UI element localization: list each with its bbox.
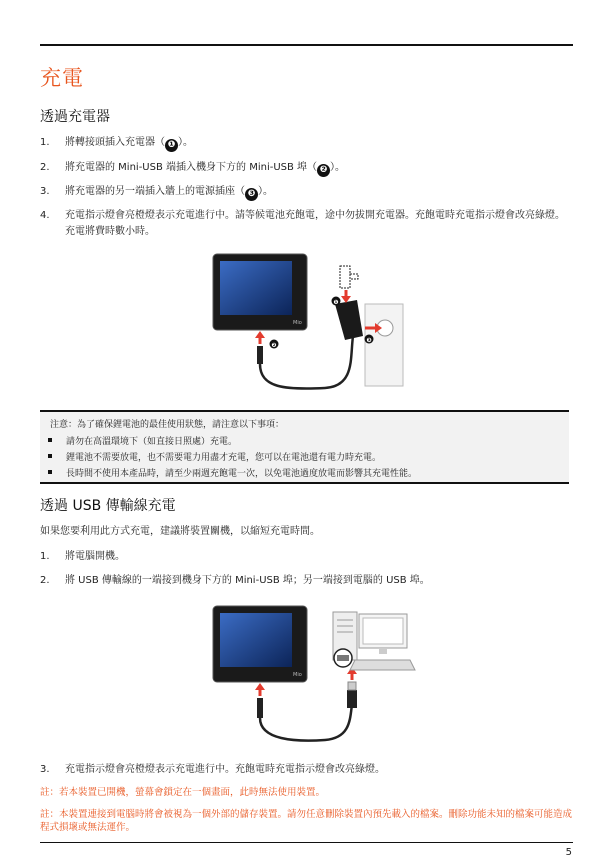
note-heading: 注意：為了確保鋰電池的最佳使用狀態，請注意以下事項：: [50, 420, 285, 430]
step-text: 將電腦開機。: [65, 551, 125, 562]
section-heading-usb: 透過 USB 傳輸線充電: [40, 498, 176, 514]
callout-badge-1: ❶: [165, 139, 178, 152]
step-text-end: ）。: [330, 162, 346, 173]
step-text: 充電指示燈會亮橙燈表示充電進行中。請等候電池充飽電，途中勿拔開充電器。充飽電時充電指示燈會改亮綠燈。充電將費時數小時。: [65, 210, 565, 237]
page-number: 5: [565, 847, 572, 858]
navigation-device: [213, 606, 307, 682]
arrow-up-icon: [255, 331, 265, 338]
svg-text:❸: ❸: [366, 337, 372, 344]
step-number: 3.: [40, 186, 50, 197]
note-box: 注意：為了確保鋰電池的最佳使用狀態，請注意以下事項： 請勿在高溫環境下（如直接日照處）充電。 鋰電池不需要放電，也不需要電力用盡才充電，您可以在電池還有電力時充電。 長時間不使用本產品時，請至少兩週充飽電一次，以免電池過度放電而影響其充電性能。: [40, 410, 569, 484]
step-number: 1.: [40, 137, 50, 148]
usb-illustration: [205, 600, 420, 750]
step-text: 充電指示燈會亮橙燈表示充電進行中。充飽電時充電指示燈會改亮綠燈。: [65, 764, 385, 775]
step-text: 將充電器的另一端插入牆上的電源插座（: [65, 186, 245, 197]
svg-text:Mio: Mio: [293, 320, 302, 326]
svg-text:Mio: Mio: [293, 672, 302, 678]
step-number: 1.: [40, 551, 50, 562]
page-title: 充電: [40, 66, 84, 90]
bottom-rule: [40, 842, 573, 843]
step-text: 將 USB 傳輸線的一端接到機身下方的 Mini-USB 埠；另一端接到電腦的 USB 埠。: [65, 575, 430, 586]
step-number: 4.: [40, 210, 50, 221]
svg-text:❷: ❷: [271, 342, 277, 349]
section-heading-charger: 透過充電器: [40, 109, 110, 125]
step-text: 將轉接頭插入充電器（: [65, 137, 165, 148]
step-number: 2.: [40, 162, 50, 173]
footnote-locked-screen: 註：若本裝置已開機，螢幕會鎖定在一個畫面，此時無法使用裝置。: [40, 787, 326, 798]
svg-text:❶: ❶: [333, 299, 339, 306]
callout-badge-3: ❸: [245, 188, 258, 201]
step-number: 2.: [40, 575, 50, 586]
footnote-storage: 註：本裝置連接到電腦時將會被視為一個外部的儲存裝置。請勿任意刪除裝置內預先載入的檔案。刪除功能未知的檔案可能造成程式損壞或無法運作。: [40, 809, 573, 833]
usb-intro: 如果您要利用此方式充電，建議將裝置關機，以縮短充電時間。: [40, 526, 320, 537]
charger-illustration: [205, 248, 415, 398]
step-text-end: ）。: [258, 186, 273, 197]
top-rule: [40, 44, 573, 46]
navigation-device: [213, 254, 307, 330]
step-text: 將充電器的 Mini-USB 端插入機身下方的 Mini-USB 埠（: [65, 162, 318, 173]
callout-badge-2: ❷: [317, 164, 330, 177]
step-number: 3.: [40, 764, 50, 775]
step-text-end: ）。: [178, 137, 193, 148]
arrow-up-icon: [255, 683, 265, 690]
